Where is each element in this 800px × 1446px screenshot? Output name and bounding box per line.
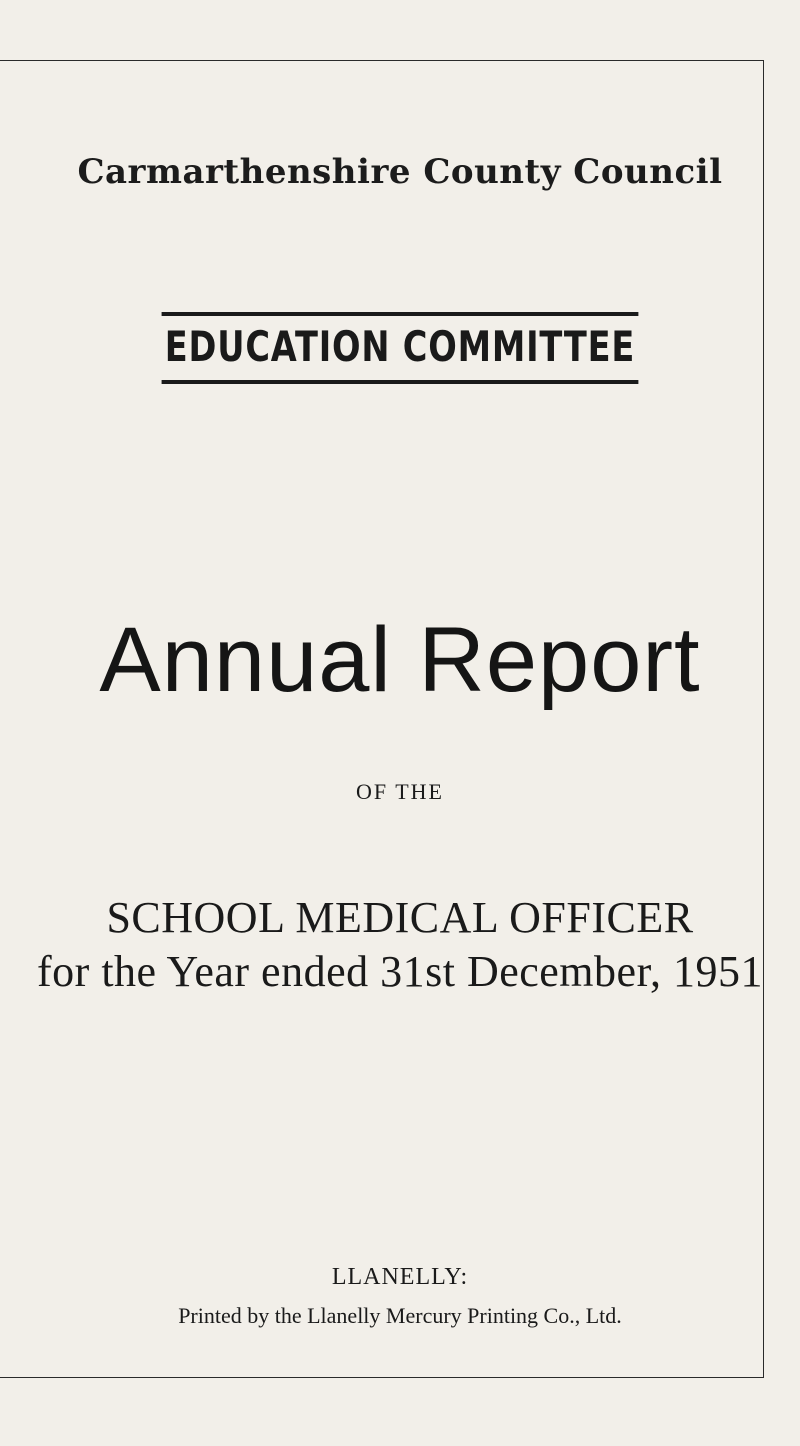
- imprint-printer: Printed by the Llanelly Mercury Printing Co., Ltd.: [178, 1303, 622, 1328]
- report-period: for the Year ended 31st December, 1951: [37, 947, 763, 996]
- report-subject: SCHOOL MEDICAL OFFICER: [106, 893, 694, 942]
- council-name: Carmarthenshire County Council: [77, 152, 723, 192]
- report-title: Annual Report: [99, 609, 701, 711]
- page-border: [0, 60, 764, 1378]
- imprint-place: LLANELLY:: [331, 1264, 469, 1290]
- title-connector: OF THE: [356, 779, 444, 804]
- committee-heading-block: [0, 312, 800, 384]
- committee-heading: EDUCATION COMMITTEE: [162, 312, 639, 384]
